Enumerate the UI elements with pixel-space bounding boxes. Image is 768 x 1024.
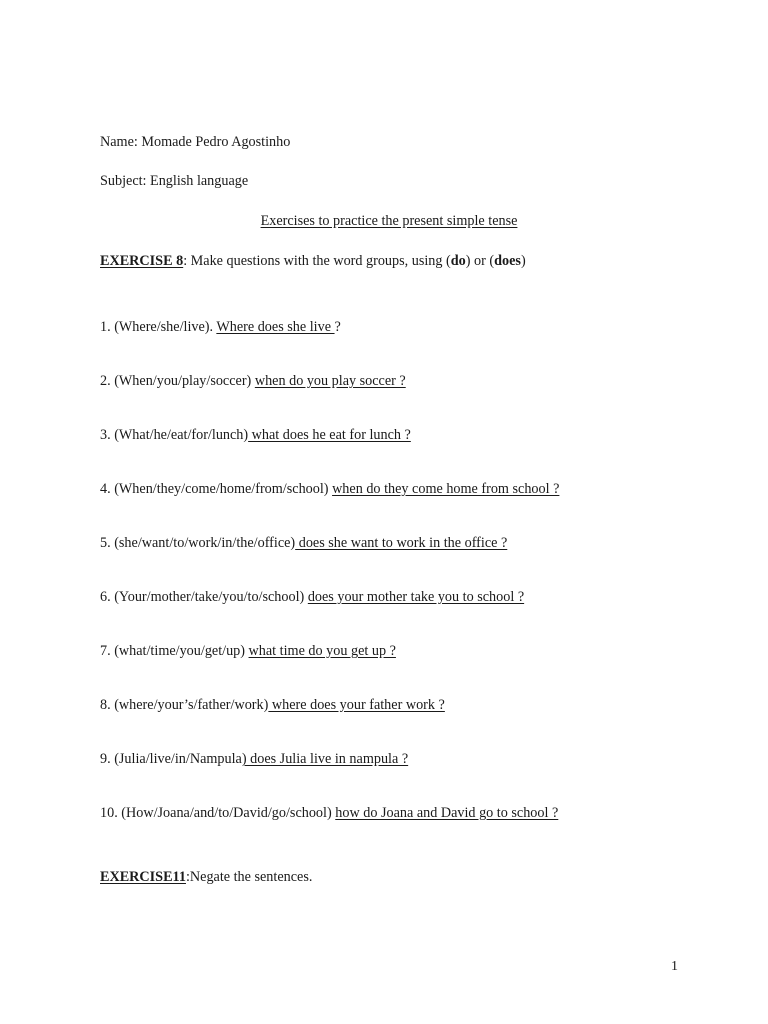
subject-line: Subject: English language: [100, 173, 249, 189]
item-prompt: 6. (Your/mother/take/you/to/school): [100, 589, 308, 605]
item-prompt: 8. (where/your’s/father/work): [100, 697, 269, 713]
exercise8-label: EXERCISE 8: [100, 253, 184, 269]
title-text: Exercises to practice the present simple tense: [260, 213, 518, 229]
item-answer: Where does she live: [216, 319, 335, 335]
exercise8-end: ): [520, 253, 526, 269]
item-prompt: 1. (Where/she/live).: [100, 319, 217, 335]
exercise11-heading: [100, 868, 312, 886]
document-title: [0, 212, 768, 230]
exercise8-mid: ) or (: [465, 253, 495, 269]
item-answer: what time do you get up ?: [248, 643, 396, 659]
item-answer: how do Joana and David go to school ?: [335, 805, 559, 821]
item-answer: where does your father work ?: [268, 697, 445, 713]
list-item: [100, 750, 408, 768]
list-item: [100, 318, 341, 336]
list-item: [100, 480, 559, 498]
item-prompt: 9. (Julia/live/in/Nampula: [100, 751, 242, 767]
name-line: Name: Momade Pedro Agostinho: [100, 134, 291, 150]
list-item: [100, 534, 507, 552]
exercise11-label: EXERCISE11: [100, 869, 186, 885]
exercise8-instruction-pre: : Make questions with the word groups, using (: [183, 253, 451, 269]
list-item: [100, 588, 524, 606]
item-answer: when do you play soccer ?: [254, 373, 406, 389]
exercise11-instruction: :Negate the sentences.: [185, 869, 313, 885]
item-prompt: 3. (What/he/eat/for/lunch): [100, 427, 249, 443]
item-answer: does your mother take you to school ?: [307, 589, 525, 605]
item-prompt: 2. (When/you/play/soccer): [100, 373, 255, 389]
list-item: [100, 642, 396, 660]
item-answer: what does he eat for lunch ?: [248, 427, 411, 443]
exercise8-does: does: [494, 253, 521, 269]
item-answer: does she want to work in the office ?: [295, 535, 508, 551]
item-after: ?: [334, 319, 341, 335]
exercise8-do: do: [450, 253, 466, 269]
item-prompt: 10. (How/Joana/and/to/David/go/school): [100, 805, 336, 821]
page-number: 1: [671, 959, 678, 974]
item-answer: ) does Julia live in nampula ?: [241, 751, 409, 767]
exercise8-heading: [100, 252, 526, 270]
item-prompt: 4. (When/they/come/home/from/school): [100, 481, 333, 497]
item-prompt: 7. (what/time/you/get/up): [100, 643, 249, 659]
item-prompt: 5. (she/want/to/work/in/the/office): [100, 535, 296, 551]
list-item: [100, 696, 445, 714]
item-answer: when do they come home from school ?: [332, 481, 560, 497]
list-item: [100, 804, 558, 822]
list-item: [100, 372, 406, 390]
list-item: [100, 426, 411, 444]
